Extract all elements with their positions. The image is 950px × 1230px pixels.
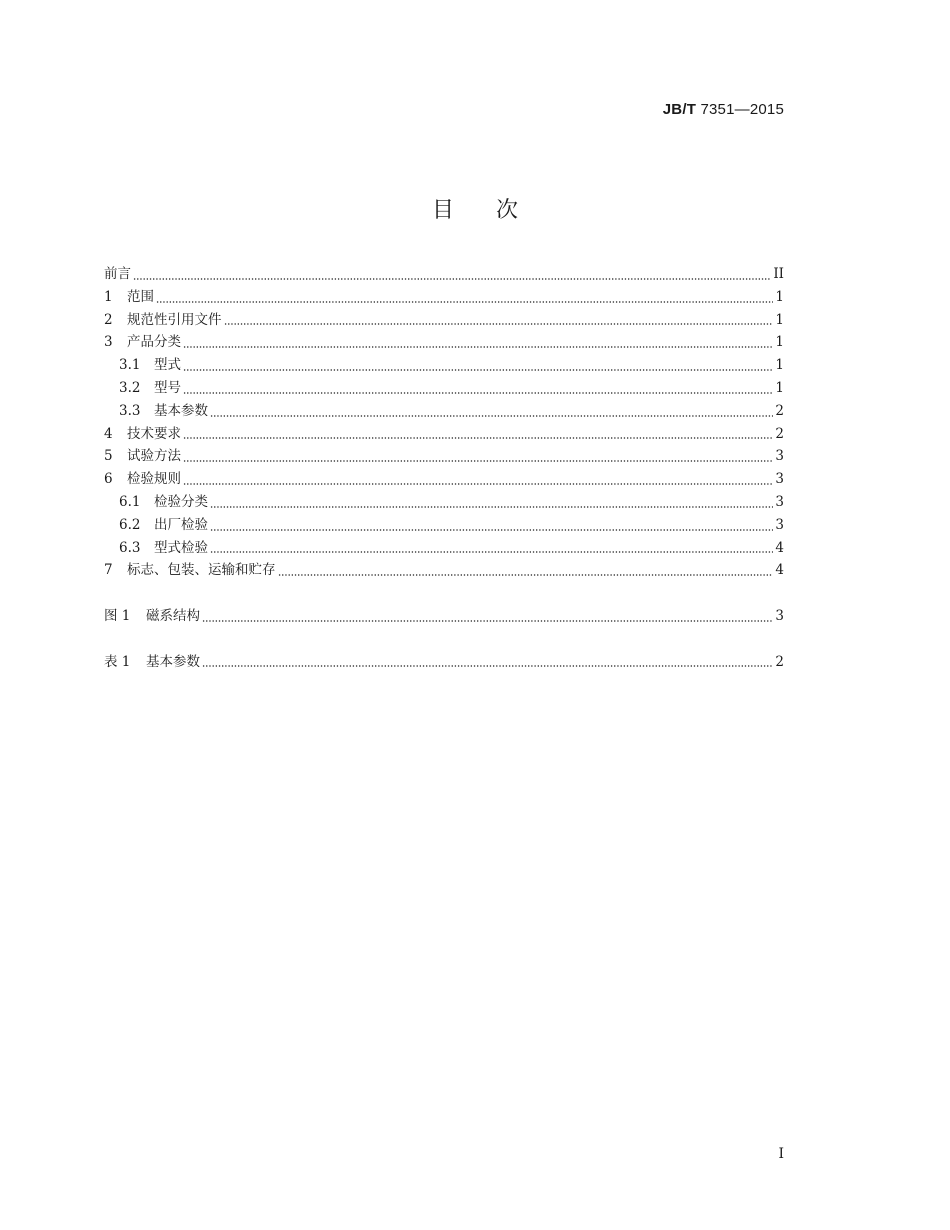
toc-entry-label: 出厂检验 <box>154 516 208 533</box>
toc-entry-page: 2 <box>775 402 784 419</box>
toc-entry-label: 标志、包装、运输和贮存 <box>127 562 276 579</box>
toc-figure-entry[interactable] <box>104 605 784 628</box>
toc-entry-page: 4 <box>775 562 784 579</box>
toc-entry-page: 3 <box>775 493 784 510</box>
toc-entry[interactable] <box>104 354 784 377</box>
toc-entry-label: 检验规则 <box>127 471 181 488</box>
toc-entry[interactable] <box>104 445 784 468</box>
toc-leader-dots <box>202 665 773 667</box>
toc-entry-number: 3.3 <box>119 402 141 419</box>
toc-entry[interactable] <box>104 514 784 537</box>
toc-entry-number: 3 <box>104 334 113 351</box>
toc-entry-number: 6.3 <box>119 539 141 556</box>
title-char-2: 次 <box>496 198 519 223</box>
toc-entry-label: 范围 <box>127 288 154 305</box>
toc-entry-number: 表 1 <box>104 653 131 670</box>
toc-entry[interactable] <box>104 331 784 354</box>
toc-leader-dots <box>156 301 773 303</box>
toc-entry-number: 2 <box>104 311 113 328</box>
toc-leader-dots <box>210 551 773 553</box>
toc-entry-page: 1 <box>775 357 784 374</box>
toc-leader-dots <box>183 437 773 439</box>
toc-entry-number: 6.1 <box>119 493 141 510</box>
toc-leader-dots <box>224 323 774 325</box>
toc-entry-label: 检验分类 <box>154 493 208 510</box>
title-char-1: 目 <box>431 198 454 223</box>
toc-entry-page: 1 <box>775 379 784 396</box>
toc-entry-number: 6.2 <box>119 516 141 533</box>
toc-entry-number: 1 <box>104 288 113 305</box>
toc-entry-page: 3 <box>775 607 784 624</box>
toc-entry-page: II <box>773 266 784 282</box>
page-title <box>0 193 950 224</box>
toc-entry-label: 型式 <box>154 357 181 374</box>
toc-leader-dots <box>133 278 771 280</box>
toc-table-entry[interactable] <box>104 651 784 674</box>
toc-entry-label: 产品分类 <box>127 334 181 351</box>
toc-entry[interactable] <box>104 263 784 286</box>
toc-leader-dots <box>183 483 773 485</box>
toc-entry[interactable] <box>104 468 784 491</box>
toc-entry-page: 1 <box>775 288 784 305</box>
toc-entry[interactable] <box>104 377 784 400</box>
toc-entry[interactable] <box>104 559 784 582</box>
toc-entry-number: 5 <box>104 448 113 465</box>
toc-entry-page: 3 <box>775 516 784 533</box>
toc-entry-page: 2 <box>775 653 784 670</box>
toc-entry-page: 3 <box>775 471 784 488</box>
toc-entry-label: 型号 <box>154 379 181 396</box>
toc-entry-page: 1 <box>775 311 784 328</box>
table-of-contents <box>104 263 784 673</box>
toc-entry-label: 型式检验 <box>154 539 208 556</box>
toc-entry-number: 6 <box>104 471 113 488</box>
toc-entry-page: 4 <box>775 539 784 556</box>
toc-entry-number: 3.1 <box>119 357 141 374</box>
standard-number: 7351—2015 <box>700 101 784 118</box>
toc-leader-dots <box>183 346 773 348</box>
standard-prefix: JB/T <box>662 101 697 118</box>
toc-leader-dots <box>210 506 773 508</box>
toc-entry[interactable] <box>104 423 784 446</box>
toc-leader-dots <box>210 529 773 531</box>
toc-entry[interactable] <box>104 286 784 309</box>
toc-entry-label: 基本参数 <box>154 402 208 419</box>
toc-entry-label: 技术要求 <box>127 425 181 442</box>
toc-entry-number: 3.2 <box>119 379 141 396</box>
toc-leader-dots <box>278 574 774 576</box>
toc-leader-dots <box>183 369 773 371</box>
toc-entry-number: 图 1 <box>104 607 131 624</box>
standard-code <box>663 101 784 118</box>
toc-entry[interactable] <box>104 309 784 332</box>
toc-entry-label: 前言 <box>104 266 131 282</box>
toc-entry-number: 7 <box>104 562 113 579</box>
toc-entry-label: 磁系结构 <box>146 607 200 624</box>
toc-entry[interactable] <box>104 400 784 423</box>
page-number: I <box>778 1146 784 1162</box>
toc-entry-page: 3 <box>775 448 784 465</box>
toc-entry-number: 4 <box>104 425 113 442</box>
toc-leader-dots <box>183 460 773 462</box>
toc-leader-dots <box>183 392 773 394</box>
toc-entry-label: 试验方法 <box>127 448 181 465</box>
toc-leader-dots <box>202 620 773 622</box>
toc-entry-label: 基本参数 <box>146 653 200 670</box>
toc-leader-dots <box>210 415 773 417</box>
toc-entry[interactable] <box>104 537 784 560</box>
toc-entry-page: 1 <box>775 334 784 351</box>
toc-entry[interactable] <box>104 491 784 514</box>
toc-entry-page: 2 <box>775 425 784 442</box>
toc-entry-label: 规范性引用文件 <box>127 311 222 328</box>
